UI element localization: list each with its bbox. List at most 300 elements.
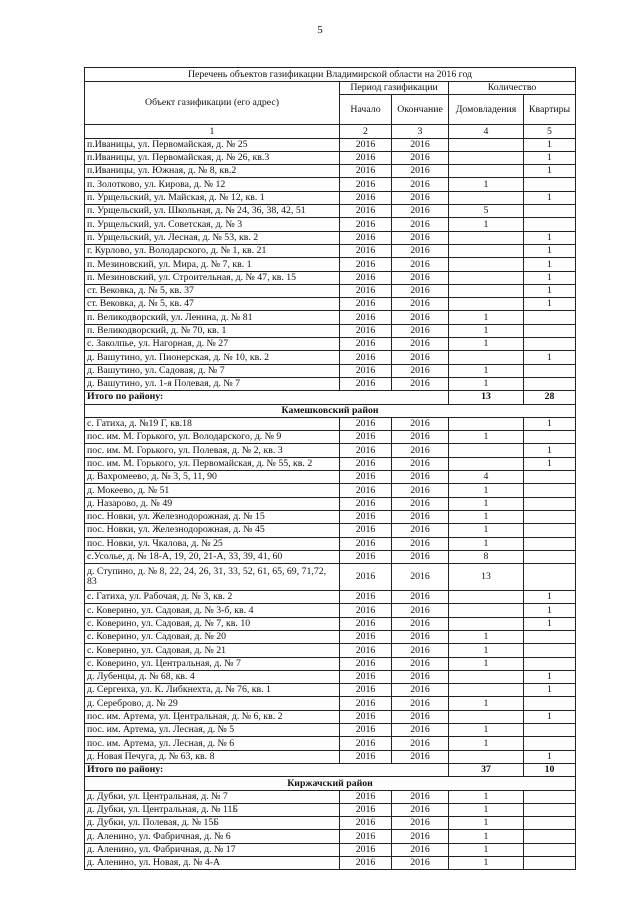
object-address: п.Иваницы, ул. Первомайская, д. № 26, кв.3 xyxy=(85,151,340,164)
end-year: 2016 xyxy=(392,471,449,484)
end-year: 2016 xyxy=(392,311,449,324)
column-number: 4 xyxy=(449,125,524,138)
apartments-count xyxy=(524,564,576,591)
table-row xyxy=(85,644,576,657)
households-count: 1 xyxy=(449,178,524,191)
table-row xyxy=(85,830,576,843)
households-count: 1 xyxy=(449,524,524,537)
apartments-count xyxy=(524,178,576,191)
header-apartments: Квартиры xyxy=(524,95,576,125)
start-year: 2016 xyxy=(340,857,392,870)
start-year: 2016 xyxy=(340,497,392,510)
object-address: пос. им. Артема, ул. Центральная, д. № 6, кв. 2 xyxy=(85,710,340,723)
end-year: 2016 xyxy=(392,218,449,231)
object-address: д. Сергеиха, ул. К. Либкнехта, д. № 76, кв. 1 xyxy=(85,684,340,697)
households-count: 1 xyxy=(449,644,524,657)
end-year: 2016 xyxy=(392,444,449,457)
apartments-count: 1 xyxy=(524,417,576,430)
header-object: Объект газификации (его адрес) xyxy=(85,82,340,125)
end-year: 2016 xyxy=(392,338,449,351)
end-year: 2016 xyxy=(392,284,449,297)
table-row xyxy=(85,497,576,510)
start-year: 2016 xyxy=(340,284,392,297)
households-count xyxy=(449,151,524,164)
apartments-count xyxy=(524,497,576,510)
table-row xyxy=(85,338,576,351)
object-address: д. Ступино, д. № 8, 22, 24, 26, 31, 33, 52, 61, 65, 69, 71,72, 83 xyxy=(85,564,340,591)
apartments-count xyxy=(524,338,576,351)
apartments-count xyxy=(524,657,576,670)
end-year: 2016 xyxy=(392,630,449,643)
end-year: 2016 xyxy=(392,644,449,657)
start-year: 2016 xyxy=(340,644,392,657)
households-count xyxy=(449,750,524,763)
end-year: 2016 xyxy=(392,138,449,151)
object-address: пос. им. М. Горького, ул. Первомайская, д. № 55, кв. 2 xyxy=(85,457,340,470)
table-row xyxy=(85,165,576,178)
object-address: д. Дубки, ул. Центральная, д. № 11Б xyxy=(85,803,340,816)
district-total-row xyxy=(85,391,576,404)
apartments-count xyxy=(524,843,576,856)
object-address: ст. Вековка, д. № 5, кв. 37 xyxy=(85,284,340,297)
households-count xyxy=(449,191,524,204)
table-row xyxy=(85,817,576,830)
object-address: с. Коверино, ул. Садовая, д. № 21 xyxy=(85,644,340,657)
object-address: с. Гатиха, ул. Рабочая, д. № 3, кв. 2 xyxy=(85,591,340,604)
apartments-count xyxy=(524,471,576,484)
column-number: 2 xyxy=(340,125,392,138)
table-row xyxy=(85,205,576,218)
start-year: 2016 xyxy=(340,524,392,537)
start-year: 2016 xyxy=(340,657,392,670)
page-number: 5 xyxy=(317,24,323,36)
apartments-count: 1 xyxy=(524,231,576,244)
total-apartments: 28 xyxy=(524,391,576,404)
start-year: 2016 xyxy=(340,803,392,816)
households-count: 1 xyxy=(449,657,524,670)
header-start: Начало xyxy=(340,95,392,125)
households-count: 1 xyxy=(449,311,524,324)
object-address: пос. Новки, ул. Железнодорожная, д. № 15 xyxy=(85,510,340,523)
households-count xyxy=(449,258,524,271)
end-year: 2016 xyxy=(392,670,449,683)
households-count: 1 xyxy=(449,364,524,377)
households-count: 1 xyxy=(449,790,524,803)
object-address: д. Вашутино, ул. Садовая, д. № 7 xyxy=(85,364,340,377)
object-address: с. Заколпье, ул. Нагорная, д. № 27 xyxy=(85,338,340,351)
table-row xyxy=(85,417,576,430)
object-address: д. Вашутино, ул. 1-я Полевая, д. № 7 xyxy=(85,377,340,390)
apartments-count: 1 xyxy=(524,444,576,457)
households-count: 1 xyxy=(449,724,524,737)
start-year: 2016 xyxy=(340,550,392,563)
end-year: 2016 xyxy=(392,524,449,537)
object-address: п.Иваницы, ул. Первомайская, д. № 25 xyxy=(85,138,340,151)
table-row xyxy=(85,657,576,670)
households-count: 5 xyxy=(449,205,524,218)
table-row xyxy=(85,191,576,204)
apartments-count xyxy=(524,377,576,390)
end-year: 2016 xyxy=(392,550,449,563)
table-row xyxy=(85,271,576,284)
households-count xyxy=(449,271,524,284)
object-address: п. Урщельский, ул. Школьная, д. № 24, 36, 38, 42, 51 xyxy=(85,205,340,218)
table-row xyxy=(85,737,576,750)
start-year: 2016 xyxy=(340,843,392,856)
object-address: д. Вахромеево, д. № 3, 5, 11, 90 xyxy=(85,471,340,484)
start-year: 2016 xyxy=(340,138,392,151)
apartments-count: 1 xyxy=(524,151,576,164)
table-row xyxy=(85,364,576,377)
apartments-count xyxy=(524,817,576,830)
table-row xyxy=(85,444,576,457)
households-count xyxy=(449,684,524,697)
object-address: п. Урщельский, ул. Лесная, д. № 53, кв. 2 xyxy=(85,231,340,244)
households-count: 1 xyxy=(449,697,524,710)
start-year: 2016 xyxy=(340,151,392,164)
apartments-count: 1 xyxy=(524,750,576,763)
table-row xyxy=(85,564,576,591)
table-row xyxy=(85,550,576,563)
apartments-count: 1 xyxy=(524,351,576,364)
end-year: 2016 xyxy=(392,298,449,311)
apartments-count xyxy=(524,311,576,324)
object-address: пос. им. М. Горького, ул. Володарского, д. № 9 xyxy=(85,431,340,444)
object-address: ст. Вековка, д. № 5, кв. 47 xyxy=(85,298,340,311)
object-address: с. Коверино, ул. Садовая, д. № 7, кв. 10 xyxy=(85,617,340,630)
header-period: Период газификации xyxy=(340,82,449,95)
object-address: с. Коверино, ул. Садовая, д. № 3-б, кв. 4 xyxy=(85,604,340,617)
end-year: 2016 xyxy=(392,484,449,497)
households-count xyxy=(449,244,524,257)
total-label: Итого по району: xyxy=(85,763,449,776)
object-address: п. Урщельский, ул. Майская, д. № 12, кв. 1 xyxy=(85,191,340,204)
table-row xyxy=(85,510,576,523)
table-row xyxy=(85,218,576,231)
column-number: 3 xyxy=(392,125,449,138)
start-year: 2016 xyxy=(340,457,392,470)
apartments-count: 1 xyxy=(524,165,576,178)
table-row xyxy=(85,843,576,856)
object-address: д. Мокеево, д. № 51 xyxy=(85,484,340,497)
households-count xyxy=(449,617,524,630)
apartments-count xyxy=(524,630,576,643)
table-row xyxy=(85,670,576,683)
start-year: 2016 xyxy=(340,617,392,630)
start-year: 2016 xyxy=(340,484,392,497)
end-year: 2016 xyxy=(392,165,449,178)
district-total-row xyxy=(85,763,576,776)
start-year: 2016 xyxy=(340,324,392,337)
gasification-table xyxy=(84,67,576,870)
object-address: пос. Новки, ул. Железнодорожная, д. № 45 xyxy=(85,524,340,537)
households-count: 1 xyxy=(449,857,524,870)
apartments-count xyxy=(524,364,576,377)
table-row xyxy=(85,351,576,364)
apartments-count xyxy=(524,737,576,750)
households-count xyxy=(449,417,524,430)
start-year: 2016 xyxy=(340,298,392,311)
object-address: п. Урщельский, ул. Советская, д. № 3 xyxy=(85,218,340,231)
end-year: 2016 xyxy=(392,457,449,470)
households-count xyxy=(449,444,524,457)
end-year: 2016 xyxy=(392,737,449,750)
total-apartments: 10 xyxy=(524,763,576,776)
start-year: 2016 xyxy=(340,471,392,484)
end-year: 2016 xyxy=(392,604,449,617)
object-address: д. Сереброво, д. № 29 xyxy=(85,697,340,710)
table-row xyxy=(85,431,576,444)
start-year: 2016 xyxy=(340,724,392,737)
apartments-count: 1 xyxy=(524,591,576,604)
end-year: 2016 xyxy=(392,537,449,550)
end-year: 2016 xyxy=(392,710,449,723)
table-row xyxy=(85,151,576,164)
households-count: 1 xyxy=(449,537,524,550)
households-count: 1 xyxy=(449,377,524,390)
table-row xyxy=(85,244,576,257)
households-count: 1 xyxy=(449,817,524,830)
apartments-count: 1 xyxy=(524,710,576,723)
end-year: 2016 xyxy=(392,857,449,870)
end-year: 2016 xyxy=(392,684,449,697)
end-year: 2016 xyxy=(392,351,449,364)
start-year: 2016 xyxy=(340,431,392,444)
start-year: 2016 xyxy=(340,417,392,430)
table-row xyxy=(85,537,576,550)
start-year: 2016 xyxy=(340,351,392,364)
households-count: 1 xyxy=(449,843,524,856)
end-year: 2016 xyxy=(392,231,449,244)
district-header-row xyxy=(85,777,576,790)
end-year: 2016 xyxy=(392,617,449,630)
object-address: д. Новая Печуга, д. № 63, кв. 8 xyxy=(85,750,340,763)
header-end: Окончание xyxy=(392,95,449,125)
end-year: 2016 xyxy=(392,843,449,856)
households-count xyxy=(449,138,524,151)
apartments-count xyxy=(524,431,576,444)
object-address: п. Великодворский, д. № 70, кв. 1 xyxy=(85,324,340,337)
start-year: 2016 xyxy=(340,444,392,457)
object-address: п.Иваницы, ул. Южная, д. № 8, кв.2 xyxy=(85,165,340,178)
object-address: д. Аленино, ул. Новая, д. № 4-А xyxy=(85,857,340,870)
object-address: пос. им. Артема, ул. Лесная, д. № 5 xyxy=(85,724,340,737)
end-year: 2016 xyxy=(392,178,449,191)
start-year: 2016 xyxy=(340,537,392,550)
households-count: 1 xyxy=(449,737,524,750)
households-count: 8 xyxy=(449,550,524,563)
households-count: 1 xyxy=(449,803,524,816)
start-year: 2016 xyxy=(340,311,392,324)
start-year: 2016 xyxy=(340,684,392,697)
object-address: д. Аленино, ул. Фабричная, д. № 6 xyxy=(85,830,340,843)
households-count xyxy=(449,670,524,683)
table-body xyxy=(85,138,576,870)
total-label: Итого по району: xyxy=(85,391,449,404)
table-row xyxy=(85,697,576,710)
object-address: с. Коверино, ул. Центральная, д. № 7 xyxy=(85,657,340,670)
table-row xyxy=(85,471,576,484)
start-year: 2016 xyxy=(340,191,392,204)
column-number: 1 xyxy=(85,125,340,138)
apartments-count xyxy=(524,857,576,870)
apartments-count xyxy=(524,830,576,843)
object-address: п. Великодворский, ул. Ленина, д. № 81 xyxy=(85,311,340,324)
table-row xyxy=(85,724,576,737)
start-year: 2016 xyxy=(340,697,392,710)
end-year: 2016 xyxy=(392,697,449,710)
start-year: 2016 xyxy=(340,591,392,604)
table-row xyxy=(85,258,576,271)
end-year: 2016 xyxy=(392,431,449,444)
table-row xyxy=(85,857,576,870)
object-address: г. Курлово, ул. Володарского, д. № 1, кв. 21 xyxy=(85,244,340,257)
end-year: 2016 xyxy=(392,324,449,337)
households-count: 1 xyxy=(449,630,524,643)
table-row xyxy=(85,324,576,337)
end-year: 2016 xyxy=(392,497,449,510)
object-address: пос. им. М. Горького, ул. Полевая, д. № 2, кв. 3 xyxy=(85,444,340,457)
apartments-count xyxy=(524,697,576,710)
end-year: 2016 xyxy=(392,790,449,803)
table-row xyxy=(85,604,576,617)
apartments-count xyxy=(524,510,576,523)
end-year: 2016 xyxy=(392,417,449,430)
table-row xyxy=(85,630,576,643)
apartments-count xyxy=(524,790,576,803)
object-address: д. Аленино, ул. Фабричная, д. № 17 xyxy=(85,843,340,856)
total-households: 13 xyxy=(449,391,524,404)
end-year: 2016 xyxy=(392,205,449,218)
end-year: 2016 xyxy=(392,817,449,830)
apartments-count xyxy=(524,724,576,737)
households-count: 1 xyxy=(449,324,524,337)
end-year: 2016 xyxy=(392,724,449,737)
households-count xyxy=(449,284,524,297)
object-address: д. Лубенцы, д. № 68, кв. 4 xyxy=(85,670,340,683)
households-count: 1 xyxy=(449,218,524,231)
table-row xyxy=(85,524,576,537)
start-year: 2016 xyxy=(340,377,392,390)
table-row xyxy=(85,284,576,297)
table-row xyxy=(85,457,576,470)
table-row xyxy=(85,591,576,604)
end-year: 2016 xyxy=(392,244,449,257)
apartments-count xyxy=(524,550,576,563)
start-year: 2016 xyxy=(340,338,392,351)
start-year: 2016 xyxy=(340,510,392,523)
table-caption: Перечень объектов газификации Владимирской области на 2016 год xyxy=(85,68,576,82)
households-count: 1 xyxy=(449,484,524,497)
object-address: п. Мезиновский, ул. Строительная, д. № 47, кв. 15 xyxy=(85,271,340,284)
object-address: д. Дубки, ул. Полевая, д. № 15Б xyxy=(85,817,340,830)
object-address: п. Мезиновский, ул. Мира, д. № 7, кв. 1 xyxy=(85,258,340,271)
object-address: д. Дубки, ул. Центральная, д. № 7 xyxy=(85,790,340,803)
header-households: Домовладения xyxy=(449,95,524,125)
households-count: 1 xyxy=(449,830,524,843)
apartments-count xyxy=(524,524,576,537)
apartments-count: 1 xyxy=(524,604,576,617)
end-year: 2016 xyxy=(392,191,449,204)
table-row xyxy=(85,710,576,723)
table-row xyxy=(85,178,576,191)
start-year: 2016 xyxy=(340,205,392,218)
end-year: 2016 xyxy=(392,591,449,604)
table-row xyxy=(85,617,576,630)
district-name: Камешковский район xyxy=(85,404,576,417)
start-year: 2016 xyxy=(340,710,392,723)
object-address: с.Усолье, д. № 18-А, 19, 20, 21-А, 33, 39, 41, 60 xyxy=(85,550,340,563)
households-count xyxy=(449,591,524,604)
households-count xyxy=(449,604,524,617)
object-address: д. Назарово, д. № 49 xyxy=(85,497,340,510)
district-header-row xyxy=(85,404,576,417)
start-year: 2016 xyxy=(340,750,392,763)
households-count xyxy=(449,231,524,244)
households-count xyxy=(449,710,524,723)
apartments-count xyxy=(524,205,576,218)
apartments-count: 1 xyxy=(524,670,576,683)
table-row xyxy=(85,803,576,816)
apartments-count: 1 xyxy=(524,298,576,311)
start-year: 2016 xyxy=(340,271,392,284)
start-year: 2016 xyxy=(340,231,392,244)
start-year: 2016 xyxy=(340,670,392,683)
apartments-count: 1 xyxy=(524,271,576,284)
households-count: 13 xyxy=(449,564,524,591)
table-row xyxy=(85,684,576,697)
column-number: 5 xyxy=(524,125,576,138)
apartments-count xyxy=(524,484,576,497)
table-row xyxy=(85,484,576,497)
households-count xyxy=(449,165,524,178)
apartments-count: 1 xyxy=(524,284,576,297)
end-year: 2016 xyxy=(392,750,449,763)
start-year: 2016 xyxy=(340,178,392,191)
end-year: 2016 xyxy=(392,830,449,843)
end-year: 2016 xyxy=(392,258,449,271)
apartments-count xyxy=(524,218,576,231)
households-count xyxy=(449,351,524,364)
households-count: 1 xyxy=(449,510,524,523)
households-count xyxy=(449,298,524,311)
start-year: 2016 xyxy=(340,165,392,178)
object-address: с. Коверино, ул. Садовая, д. № 20 xyxy=(85,630,340,643)
end-year: 2016 xyxy=(392,151,449,164)
apartments-count: 1 xyxy=(524,258,576,271)
object-address: п. Золотково, ул. Кирова, д. № 12 xyxy=(85,178,340,191)
start-year: 2016 xyxy=(340,630,392,643)
end-year: 2016 xyxy=(392,803,449,816)
object-address: с. Гатиха, д. №19 Г, кв.18 xyxy=(85,417,340,430)
households-count: 1 xyxy=(449,431,524,444)
table-row xyxy=(85,298,576,311)
district-name: Киржачский район xyxy=(85,777,576,790)
start-year: 2016 xyxy=(340,258,392,271)
households-count xyxy=(449,457,524,470)
apartments-count xyxy=(524,537,576,550)
apartments-count: 1 xyxy=(524,244,576,257)
object-address: пос. Новки, ул. Чкалова, д. № 25 xyxy=(85,537,340,550)
end-year: 2016 xyxy=(392,657,449,670)
end-year: 2016 xyxy=(392,377,449,390)
table-row xyxy=(85,377,576,390)
start-year: 2016 xyxy=(340,218,392,231)
total-households: 37 xyxy=(449,763,524,776)
table-row xyxy=(85,790,576,803)
table-row xyxy=(85,311,576,324)
object-address: пос. им. Артема, ул. Лесная, д. № 6 xyxy=(85,737,340,750)
